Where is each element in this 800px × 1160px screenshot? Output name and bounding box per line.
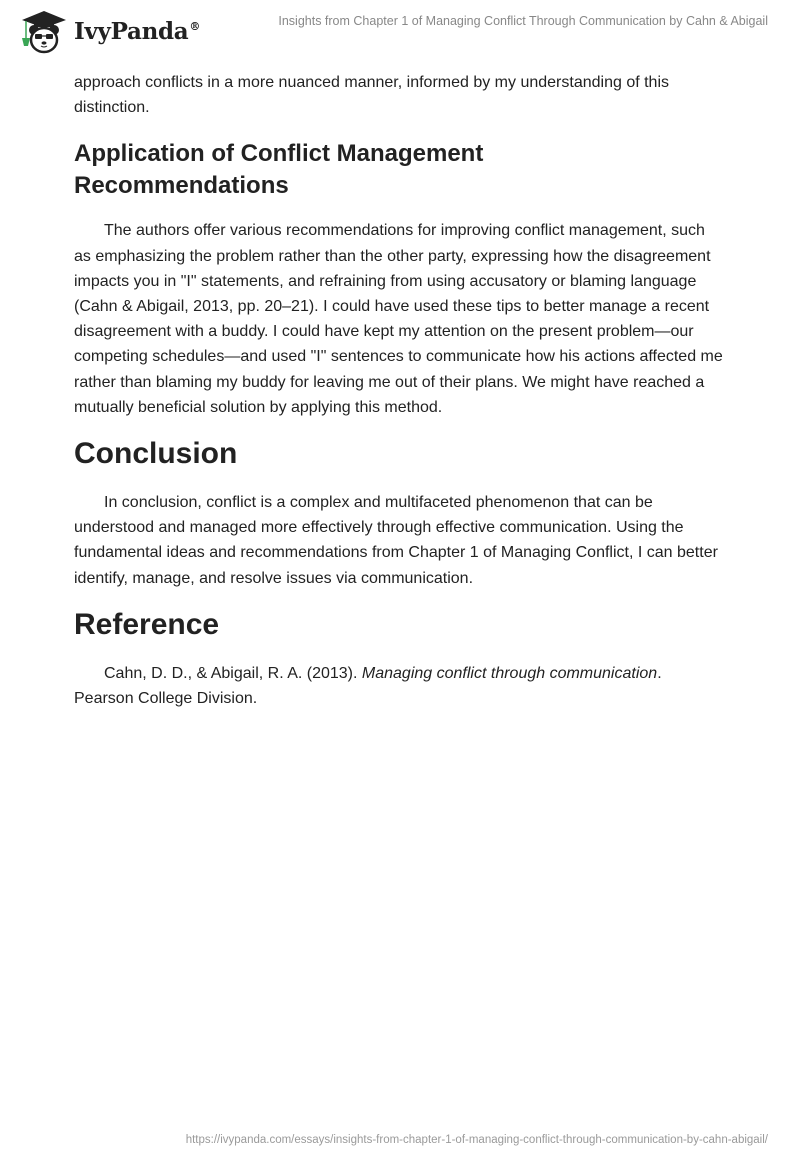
reference-title: Managing conflict through communication [361, 664, 658, 682]
section-heading-reference: Reference [74, 607, 220, 641]
reference-authors: Cahn, D. D., & Abigail, R. A. (2013). [104, 664, 362, 682]
essay-content [74, 70, 724, 711]
document-title: Insights from Chapter 1 of Managing Conflict Through Communication by Cahn & Abigail [278, 14, 768, 28]
ivypanda-logo[interactable] [14, 8, 200, 54]
intro-paragraph: approach conflicts in a more nuanced manner, informed by my understanding of this distinction. [74, 74, 669, 117]
footer-url-link[interactable]: https://ivypanda.com/essays/insights-from-chapter-1-of-managing-conflict-through-communication-by-cahn-abigail/ [185, 1134, 768, 1146]
reference-entry [74, 661, 724, 711]
section-paragraph-application: The authors offer various recommendations for improving conflict management, such as emphasizing the problem rather than the other party, expressing how the disagreement impacts you in "I" statements, and refraining from using accusatory or blaming language (Cahn & Abigail, 2013, pp. 20–21). I could have used these tips to better manage a recent disagreement with a buddy. I could have kept my attention on the present problem—our competing schedules—and used "I" sentences to communicate how his actions affected me rather than blaming my buddy for leaving me out of their plans. We might have reached a mutually beneficial solution by applying this method. [74, 222, 723, 416]
section-heading-conclusion: Conclusion [74, 437, 238, 471]
reference-publisher: . Pearson College Division. [74, 664, 662, 708]
panda-graduate-icon [14, 8, 72, 54]
section-heading-application: Application of Conflict Management Recommendations [74, 140, 484, 200]
page-header [0, 0, 800, 60]
logo-text: IvyPanda® [74, 17, 201, 45]
section-paragraph-conclusion: In conclusion, conflict is a complex and multifaceted phenomenon that can be understood and managed more effectively through effective communication. Using the fundamental ideas and recommendations from Chapter 1 of Managing Conflict, I can better identify, manage, and resolve issues via communication. [74, 494, 718, 587]
